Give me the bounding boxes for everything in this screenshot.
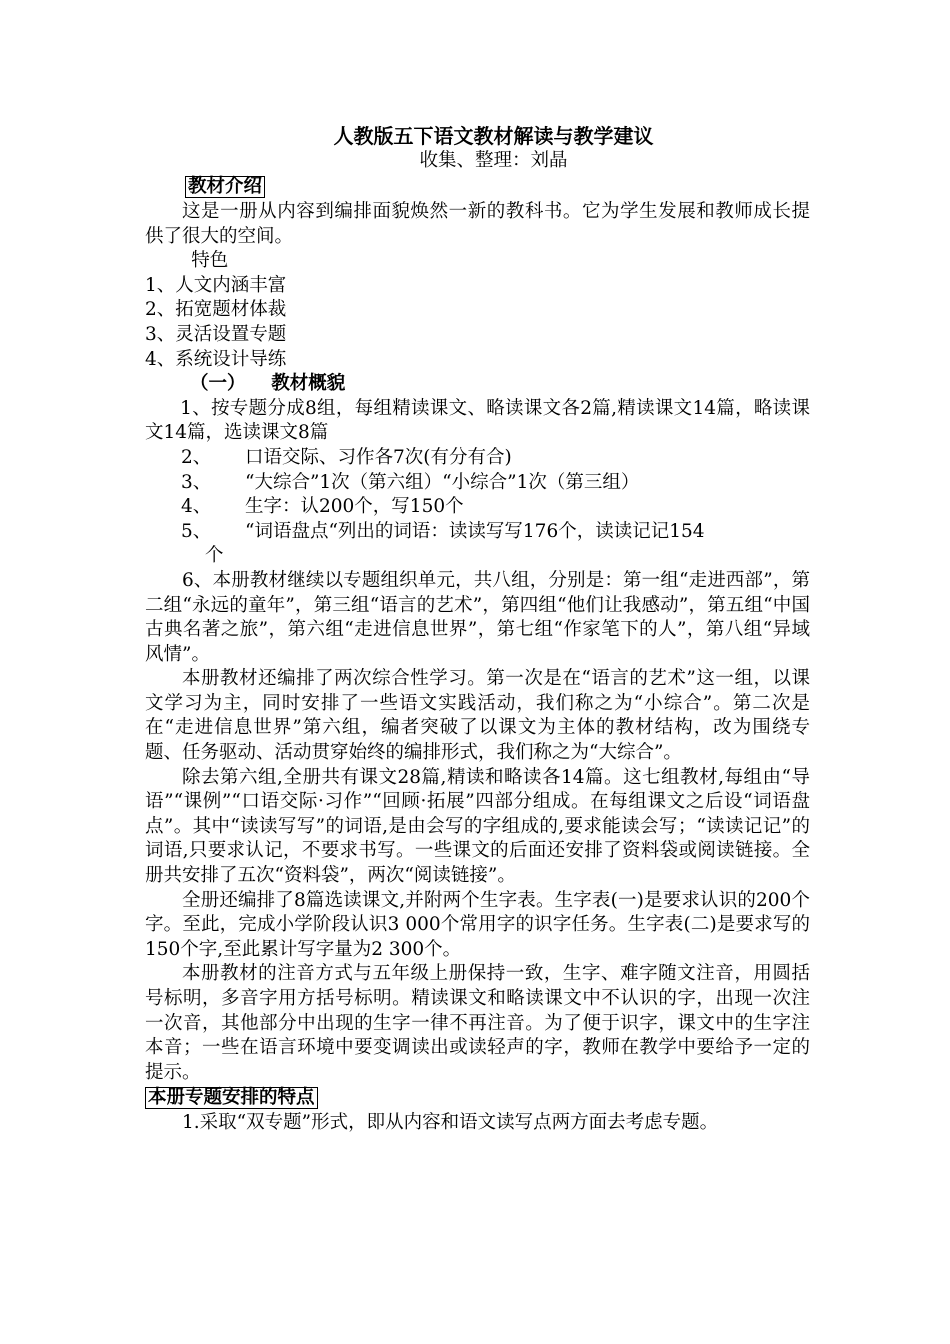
doc-subtitle: 收集、整理：刘晶: [419, 150, 568, 171]
item-number: 2、: [181, 446, 212, 468]
section-heading-intro: [145, 174, 810, 200]
features-label: 特色: [191, 250, 229, 272]
body-paragraph: 除去第六组,全册共有课文28篇,精读和略读各14篇。这七组教材,每组由“导语”“课例”“口语交际·习作”“回顾·拓展”四部分组成。在每组课文之后设“词语盘点”。其中“读读写写”的词语,是由会写的字组成的,要求能读会写；“读读记记”的词语,只要求认记，不要求书写。一些课文的后面还安排了资料袋或阅读链接。全册共安排了五次“资料袋”，两次“阅读链接”。: [145, 766, 810, 887]
overview-item: [145, 446, 810, 471]
feature-item: 1、人文内涵丰富: [145, 274, 287, 296]
overview-item-1: 1、按专题分成8组，每组精读课文、略读课文各2篇,精读课文14篇，略读课文14篇，选读课文8篇: [145, 397, 810, 444]
section-heading-topics: [145, 1085, 810, 1111]
overview-item: [145, 520, 810, 545]
body-paragraph: 6、本册教材继续以专题组织单元，共八组，分别是：第一组“走进西部”，第二组“永远的童年”，第三组“语言的艺术”，第四组“他们让我感动”，第五组“中国古典名著之旅”，第六组“走进信息世界”，第七组“作家笔下的人”，第八组“异域风情”。: [145, 569, 810, 665]
boxed-heading: 本册专题安排的特点: [145, 1087, 318, 1109]
body-paragraph: 全册还编排了8篇选读课文,并附两个生字表。生字表(一)是要求认识的200个字。至此，完成小学阶段认识3 000个常用字的识字任务。生字表(二)是要求写的150个字,至此累计写字量为2 300个。: [145, 889, 810, 960]
item-number: 4、: [181, 496, 212, 518]
item-text: “大综合”1次（第六组）“小综合”1次（第三组）: [245, 471, 640, 493]
feature-item: 2、拓宽题材体裁: [145, 299, 287, 321]
feature-item: 4、系统设计导练: [145, 348, 287, 370]
item-text: 口语交际、习作各7次(有分有合): [245, 446, 512, 468]
overview-item: [145, 471, 810, 496]
doc-title: 人教版五下语文教材解读与教学建议: [333, 124, 654, 148]
overview-heading: （一） 教材概貌: [190, 373, 346, 395]
feature-item: 3、灵活设置专题: [145, 323, 287, 345]
item-text: “词语盘点“列出的词语：读读写写176个，读读记记154: [245, 520, 705, 542]
item-number: 5、: [181, 520, 212, 542]
overview-item: [145, 495, 810, 520]
item-text: 生字：认200个，写150个: [245, 496, 464, 518]
item-number: 3、: [181, 471, 212, 493]
boxed-heading: 教材介绍: [185, 176, 265, 198]
overview-item-continuation: 个: [205, 545, 224, 567]
body-paragraph: 本册教材的注音方式与五年级上册保持一致，生字、难字随文注音，用圆括号标明，多音字用方括号标明。精读课文和略读课文中不认识的字，出现一次注一次音，其他部分中出现的生字一律不再注音。为了便于识字，课文中的生字注本音；一些在语言环境中要变调读出或读轻声的字，教师在教学中要给予一定的提示。: [145, 963, 810, 1083]
intro-paragraph: 这是一册从内容到编排面貌焕然一新的教科书。它为学生发展和教师成长提供了很大的空间。: [145, 201, 810, 247]
document-body: [145, 123, 810, 1136]
body-paragraph: 1.采取“双专题”形式，即从内容和语文读写点两方面去考虑专题。: [182, 1112, 719, 1134]
body-paragraph: 本册教材还编排了两次综合性学习。第一次是在“语言的艺术”这一组，以课文学习为主，同时安排了一些语文实践活动，我们称之为“小综合”。第二次是在“走进信息世界”第六组，编者突破了以课文为主体的教材结构，改为围绕专题、任务驱动、活动贯穿始终的编排形式，我们称之为“大综合”。: [145, 668, 810, 764]
